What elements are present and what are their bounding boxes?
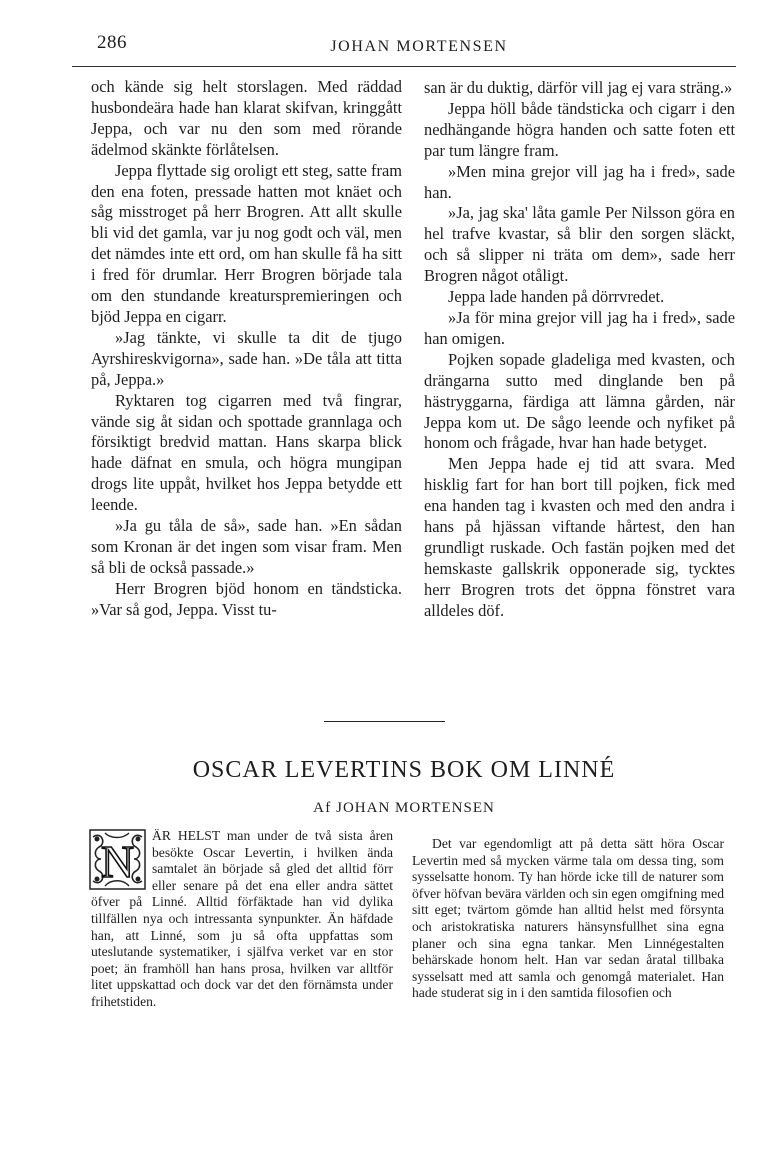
section-divider (324, 721, 445, 722)
drop-cap-ornament (89, 829, 146, 890)
paragraph: »Ja för mina grejor vill jag ha i fred», sade han omigen. (424, 307, 735, 348)
paragraph: Ryktaren tog cigarren med två fingrar, vände sig åt sidan och spottade grannlaga och försiktigt bredvid mattan. Hans skarpa blick hade däfnat en smula, och högra mungipan drogs lite uppåt, hvilket hos Jeppa betydde ett leende. (91, 390, 402, 515)
story-column-left (91, 77, 402, 621)
article-title: OSCAR LEVERTINS BOK OM LINNÉ (192, 757, 616, 783)
page-number: 286 (97, 32, 127, 53)
paragraph: Jeppa höll både tändsticka och cigarr i den nedhängande högra handen och satte foten ett par tum längre fram. (424, 98, 735, 160)
drop-cap-letter: N (100, 836, 135, 887)
byline-author: JOHAN MORTENSEN (336, 800, 495, 816)
story-column-right (424, 78, 735, 622)
paragraph: »Men mina grejor vill jag ha i fred», sade han. (424, 161, 735, 202)
paragraph: Pojken sopade gladeliga med kvasten, och drängarna sutto med dinglande ben på hästryggarna, färdiga att lämna gården, när Jeppa kom ut. De sågo leende och nyfiket på honom och frågade, hvar han hade betyget. (424, 349, 735, 453)
paragraph: ÄR HELST man under de två sista åren besökte Oscar Levertin, i hvilken ända samtalet än började så gled det alltid förr eller senare på det ena eller andra sättet öfver på Linné. Alltid förfäktade han vid dylika tillfällen nya och intressanta synpunkter. Än häfdade han, att Linné, som ju så ofta uppfattas som uteslutande systematiker, i själfva verket var en stor poet; än framhöll han hans prosa, hvilken var alltför litet uppskattad och dock var det den förnämsta under frihetstiden. (91, 828, 393, 1009)
paragraph: Men Jeppa hade ej tid att svara. Med hisklig fart for han bort till pojken, fick med ena handen tag i kvasten och med den andra i hans på hjässan viftande hårtest, den han grundligt ruskade. Och fastän pojken med det hemskaste gallskrik opponerade sig, tycktes herr Brogren trots det öppna fönstret vara alldeles döf. (424, 454, 735, 620)
paragraph: »Ja, jag ska' låta gamle Per Nilsson göra en hel trafve kvastar, så blir den sorgen släckt, och så slipper ni träta om dem», sade herr Brogren något otåligt. (424, 203, 735, 286)
byline-prefix: Af (313, 800, 332, 816)
article-byline (0, 800, 768, 817)
running-head: JOHAN MORTENSEN (330, 38, 508, 55)
article-column-left (91, 828, 393, 1011)
paragraph: san är du duktig, därför vill jag ej vara sträng.» (424, 78, 733, 97)
paragraph: Jeppa flyttade sig oroligt ett steg, satte fram den ena foten, pressade hatten mot knäet och såg misstroget på herr Brogren. Att allt skulle bli vid det gamla, var ju nog godt och väl, men det nämdes inte ett ord, om han skulle få ha sitt i fred för drumlar. Herr Brogren började tala om den stundande kreaturspremieringen och bjöd Jeppa en cigarr. (91, 160, 402, 326)
paragraph: »Jag tänkte, vi skulle ta dit de tjugo Ayrshireskvigorna», sade han. »De tåla att titta på, Jeppa.» (91, 327, 402, 389)
paragraph: »Ja gu tåla de så», sade han. »En sådan som Kronan är det ingen som visar fram. Men så bli de också passade.» (91, 516, 402, 577)
header-rule (72, 66, 736, 67)
paragraph: och kände sig helt storslagen. Med räddad husbondeära hade han klarat skifvan, kringgått Jeppa, och var nu den som med rörande ädelmod skänkte förlåtelsen. (91, 77, 402, 159)
article-column-right (412, 836, 724, 1002)
paragraph: Herr Brogren bjöd honom en tändsticka. »Var så god, Jeppa. Visst tu- (91, 578, 402, 619)
paragraph: Det var egendomligt att på detta sätt höra Oscar Levertin med så mycken värme tala om dessa ting, som sysselsatte honom. Ty han hörde icke till de naturer som öfver höfvan bevära världen och sin egen omgifning med sitt eget; tvärtom gömde han alltid helst med försynta och aristokratiska naturers hänsynsfullhet sina egna planer och sina egna tankar. Men Linnégestalten behärskade honom helt. Han var sedan åratal tillbaka sysselsatt med att samla och genomgå materialet. Han hade studerat sig in i den samtida filosofien och (412, 836, 724, 1001)
paragraph: Jeppa lade handen på dörrvredet. (448, 287, 665, 307)
